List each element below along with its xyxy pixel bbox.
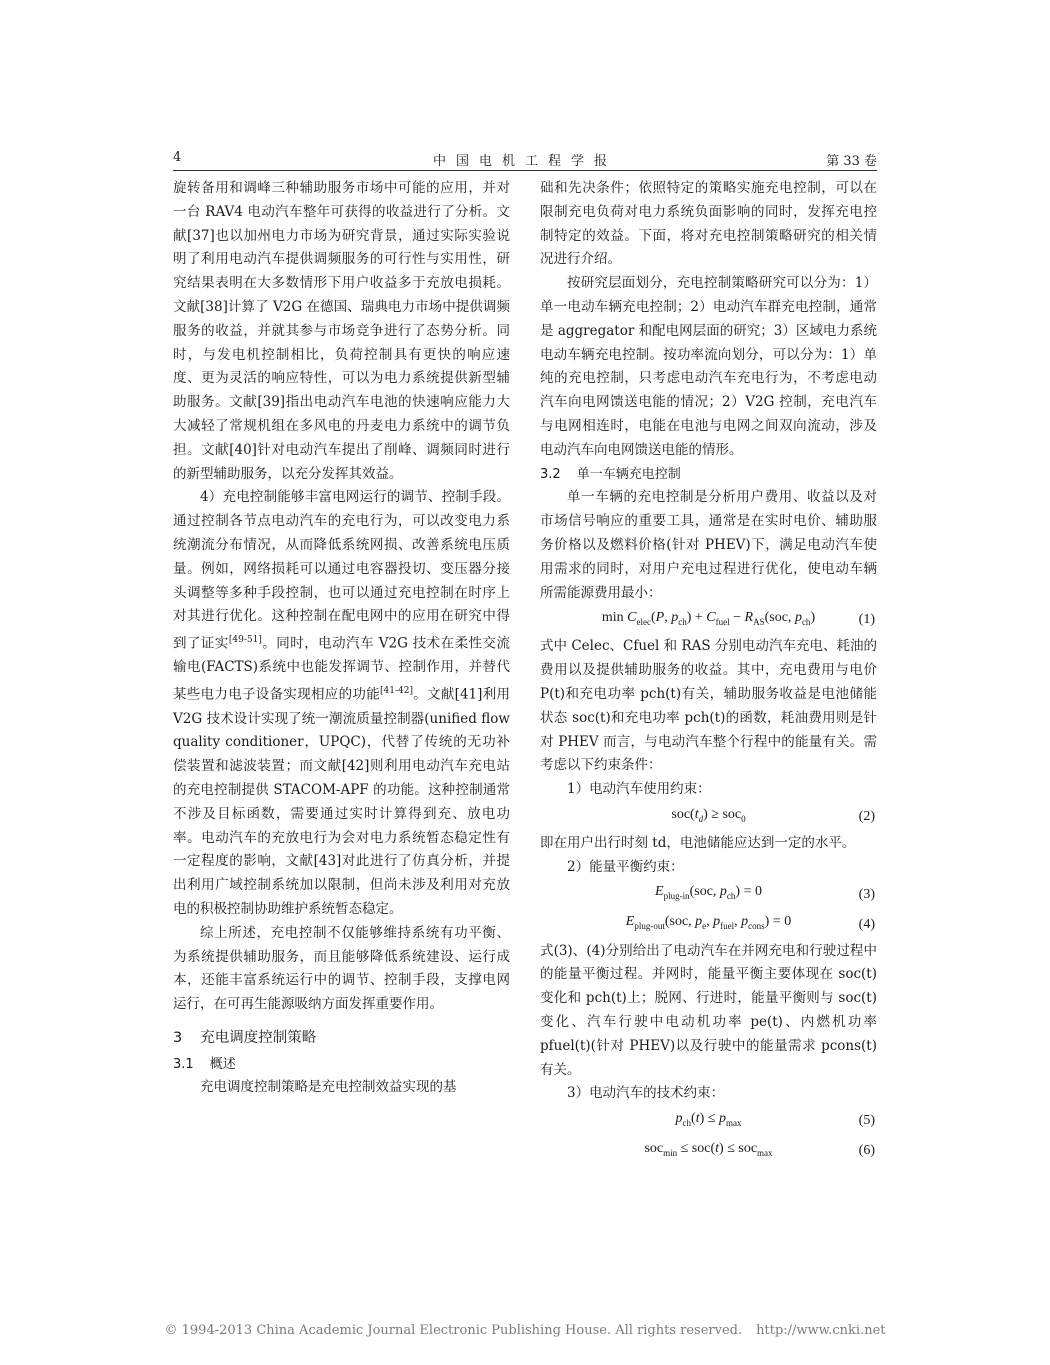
equation-number: (2) bbox=[858, 809, 875, 825]
equation-4: $E_{plug-out}(soc$, $p_e$, $p_{fuel}$, $p_{cons}) = 0$ (4) bbox=[540, 910, 877, 940]
paragraph: 旋转备用和调峰三种辅助服务市场中可能的应用，并对一台 RAV4 电动汽车整年可获得的收益进行了分析。文献[37]也以加州电力市场为研究背景，通过实际实验说明了利用电动汽车提供调频服务的可行性与实用性，研究结果表明在大多数情形下用户收益多于充放电损耗。文献[38]计算了 V2G 在德国、瑞典电力市场中提供调频服务的收益，并就其参与市场竞争进行了态势分析。同时，与发电机控制相比，负荷控制具有更快的响应速度、更为灵活的响应特性，可以为电力系统提供新型辅助服务。文献[39]指出电动汽车电池的快速响应能力大大减轻了常规机组在多风电的丹麦电力系统中的调节负担。文献[40]针对电动汽车提出了削峰、调频同时进行的新型辅助服务，以充分发挥其效益。 bbox=[173, 180, 510, 482]
paragraph: 单一车辆的充电控制是分析用户费用、收益以及对市场信号响应的重要工具，通常是在实时电价、辅助服务价格以及燃料价格(针对 PHEV)下，满足电动汽车使用需求的同时，对用户充电过程进行优化，使电动车辆所需能源费用最小： bbox=[540, 489, 877, 601]
journal-name: 中国电机工程学报 bbox=[432, 154, 617, 169]
section-heading: 3 充电调度控制策略 bbox=[173, 1029, 317, 1046]
equation-1: $\min C_{elec}(P$, $p_{ch}) + C_{fuel} - R_{AS}(soc$, $p_{ch}$) (1) bbox=[540, 605, 877, 635]
paragraph: 充电调度控制策略是充电控制效益实现的基 bbox=[200, 1079, 457, 1096]
constraint-label: 3）电动汽车的技术约束： bbox=[567, 1085, 725, 1102]
equation-5: $p_{ch}(t) \le p_{max}$ (5) bbox=[540, 1106, 877, 1136]
copyright-text: © 1994-2013 China Academic Journal Electronic Publishing House. All rights reserved. bbox=[164, 1323, 743, 1338]
paragraph: 4）充电控制能够丰富电网运行的调节、控制手段。通过控制各节点电动汽车的充电行为，可以改变电力系统潮流分布情况，从而降低系统网损、改善系统电压质量。例如，网络损耗可以通过电容器投切、变压器分接头调整等多种手段控制，也可以通过充电控制在时序上对其进行优化。这种控制在配电网中的应用在研究中得到了证实[49-51]。同时，电动汽车 V2G 技术在柔性交流输电(FACTS)系统中也能发挥调节、控制作用，并替代某些电力电子设备实现相应的功能[41-42]。文献[41]利用 V2G 技术设计实现了统一潮流质量控制器(unified flow quality conditioner，UPQC)，代替了传统的无功补偿装置和滤波装置；而文献[42]则利用电动汽车充电站的充电控制提供 STACOM-APF 的功能。这种控制通常不涉及目标函数，需要通过实时计算得到充、放电功率。电动汽车的充放电行为会对电力系统暂态稳定性有一定程度的影响，文献[43]对此进行了仿真分析，并提出利用广域控制系统加以限制，但尚未涉及利用对充放电的积极控制协助维护系统暂态稳定。 bbox=[173, 489, 510, 917]
left-column bbox=[173, 177, 510, 1100]
equation-2: $soc(t_d) \ge soc_0$ (2) bbox=[540, 802, 877, 832]
equation-3: $E_{plug-in}(soc$, $p_{ch}) = 0$ (3) bbox=[540, 880, 877, 910]
subsection-heading: 3.2 单一车辆充电控制 bbox=[540, 466, 681, 482]
paragraph: 式中 Celec、Cfuel 和 RAS 分别电动汽车充电、耗油的费用以及提供辅助服务的收益。其中，充电费用与电价 P(t)和充电功率 pch(t)有关，辅助服务收益是电池储能状态 soc(t)和充电功率 pch(t)的函数，耗油费用则是针对 PHEV 而言，与电动汽车整个行程中的能量有关。需考虑以下约束条件： bbox=[540, 638, 877, 774]
constraint-label: 1）电动汽车使用约束： bbox=[567, 781, 711, 798]
citation: [49-51] bbox=[228, 635, 262, 646]
paragraph: 按研究层面划分，充电控制策略研究可以分为：1）单一电动车辆充电控制；2）电动汽车群充电控制，通常是 aggregator 和配电网层面的研究；3）区域电力系统电动车辆充电控制。按功率流向划分，可以分为：1）单纯的充电控制，只考虑电动汽车充电行为，不考虑电动汽车向电网馈送电能的情况；2）V2G 控制，充电汽车与电网相连时，电能在电池与电网之间双向流动，涉及电动汽车向电网馈送电能的情形。 bbox=[540, 275, 877, 458]
equation-number: (1) bbox=[858, 612, 875, 628]
equation-number: (3) bbox=[858, 886, 875, 902]
running-header bbox=[173, 148, 877, 171]
paragraph: 综上所述，充电控制不仅能够维持系统有功平衡、为系统提供辅助服务，而且能够降低系统建设、运行成本，还能丰富系统运行中的调节、控制手段，支撑电网运行，在可再生能源吸纳方面发挥重要作用。 bbox=[173, 924, 510, 1013]
paragraph: 式(3)、(4)分别给出了电动汽车在并网充电和行驶过程中的能量平衡过程。并网时，能量平衡主要体现在 soc(t)变化和 pch(t)上；脱网、行进时，能量平衡则与 soc(t)变化、汽车行驶中电动机功率 pe(t)、内燃机功率 pfuel(t)(针对 PHEV)以及行驶中的能量需求 pcons(t)有关。 bbox=[540, 942, 877, 1078]
equation-6: soc$_{min}$ ≤ soc(t) ≤ soc$_{max}$ (6) bbox=[540, 1136, 877, 1166]
right-column bbox=[540, 177, 877, 1166]
equation-number: (4) bbox=[858, 916, 875, 932]
copyright-footer bbox=[0, 1323, 1050, 1338]
page-number: 4 bbox=[173, 150, 182, 165]
paragraph: 础和先决条件；依照特定的策略实施充电控制，可以在限制充电负荷对电力系统负面影响的同时，发挥充电控制特定的效益。下面，将对充电控制策略研究的相关情况进行介绍。 bbox=[540, 180, 877, 268]
footer-url[interactable]: http://www.cnki.net bbox=[756, 1323, 886, 1338]
citation: [41-42] bbox=[380, 686, 413, 697]
equation-number: (5) bbox=[858, 1113, 875, 1129]
constraint-label: 2）能量平衡约束： bbox=[567, 858, 684, 875]
subsection-heading: 3.1 概述 bbox=[173, 1056, 236, 1072]
volume-label: 第 33 卷 bbox=[826, 154, 877, 169]
equation-number: (6) bbox=[858, 1143, 875, 1159]
paragraph: 即在用户出行时刻 td，电池储能应达到一定的水平。 bbox=[540, 834, 856, 851]
